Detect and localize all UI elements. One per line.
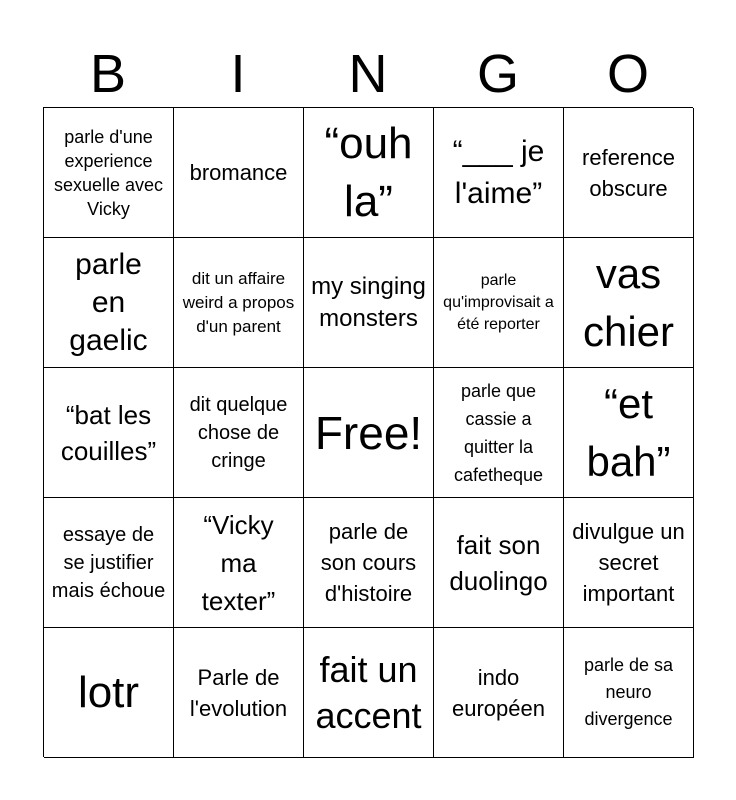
bingo-cell-text: parle de son cours d'histoire: [320, 519, 417, 606]
bingo-cell-text: reference obscure: [582, 144, 675, 201]
bingo-cell-text: lotr: [77, 667, 140, 717]
bingo-cell-text: parle qu'improvisait a été reporter: [443, 271, 554, 333]
bingo-cell[interactable]: [44, 108, 174, 238]
bingo-cell-text: fait un accent: [315, 648, 422, 736]
bingo-cell-text: indo européen: [452, 664, 545, 721]
bingo-cell[interactable]: [564, 238, 694, 368]
header-letter-i: I: [230, 44, 246, 104]
bingo-cell[interactable]: [44, 368, 174, 498]
header-letter-b: B: [89, 44, 127, 104]
bingo-cell[interactable]: [434, 368, 564, 498]
bingo-cell[interactable]: [174, 498, 304, 628]
bingo-cell-text: parle de sa neuro divergence: [583, 655, 674, 729]
bingo-cell-text: parle que cassie a quitter la cafetheque: [453, 380, 544, 485]
header-letter-n: N: [348, 44, 388, 104]
header-letter-o: O: [606, 44, 649, 104]
bingo-cell-text: “ouh la”: [324, 118, 413, 226]
bingo-cell[interactable]: [44, 498, 174, 628]
bingo-cell-text: dit un affaire weird a propos d'un parent: [182, 268, 295, 336]
bingo-cell[interactable]: [174, 368, 304, 498]
bingo-cell-text: Parle de l'evolution: [189, 664, 288, 721]
bingo-cell-text: fait son duolingo: [449, 529, 548, 596]
free-space-text: Free!: [314, 406, 423, 459]
bingo-cell[interactable]: [564, 368, 694, 498]
bingo-header: [43, 40, 693, 108]
bingo-cell[interactable]: [304, 238, 434, 368]
bingo-cell-text: vas chier: [582, 249, 675, 355]
free-space-cell[interactable]: [304, 368, 434, 498]
bingo-cell-text: parle en gaelic: [69, 247, 148, 357]
bingo-cell[interactable]: [304, 628, 434, 758]
bingo-cell[interactable]: [174, 108, 304, 238]
bingo-cell-text: “et bah”: [586, 379, 671, 485]
bingo-cell[interactable]: [564, 628, 694, 758]
bingo-cell[interactable]: [304, 498, 434, 628]
bingo-cell-text: “bat les couilles”: [60, 399, 157, 466]
bingo-cell-text: essaye de se justifier mais échoue: [51, 523, 166, 602]
bingo-cell[interactable]: [564, 498, 694, 628]
bingo-cell[interactable]: [44, 238, 174, 368]
bingo-cell-text: my singing monsters: [311, 272, 426, 332]
bingo-cell-text: dit quelque chose de cringe: [189, 393, 288, 472]
bingo-cell-text: divulgue un secret important: [572, 519, 685, 606]
header-letter-g: G: [476, 44, 519, 104]
bingo-cell[interactable]: [44, 628, 174, 758]
bingo-cell[interactable]: [174, 628, 304, 758]
bingo-cell[interactable]: [434, 238, 564, 368]
bingo-cell[interactable]: [434, 628, 564, 758]
bingo-cell-text: parle d'une experience sexuelle avec Vicky: [53, 126, 164, 219]
bingo-cell[interactable]: [304, 108, 434, 238]
bingo-cell[interactable]: [434, 498, 564, 628]
bingo-cell-text: “Vicky ma texter”: [201, 509, 276, 616]
bingo-cell[interactable]: [174, 238, 304, 368]
bingo-cell[interactable]: [434, 108, 564, 238]
bingo-cell-text: bromance: [189, 160, 288, 185]
bingo-grid: [43, 107, 693, 757]
bingo-cell[interactable]: [564, 108, 694, 238]
bingo-cell-text: “___ je l'aime”: [452, 134, 545, 210]
